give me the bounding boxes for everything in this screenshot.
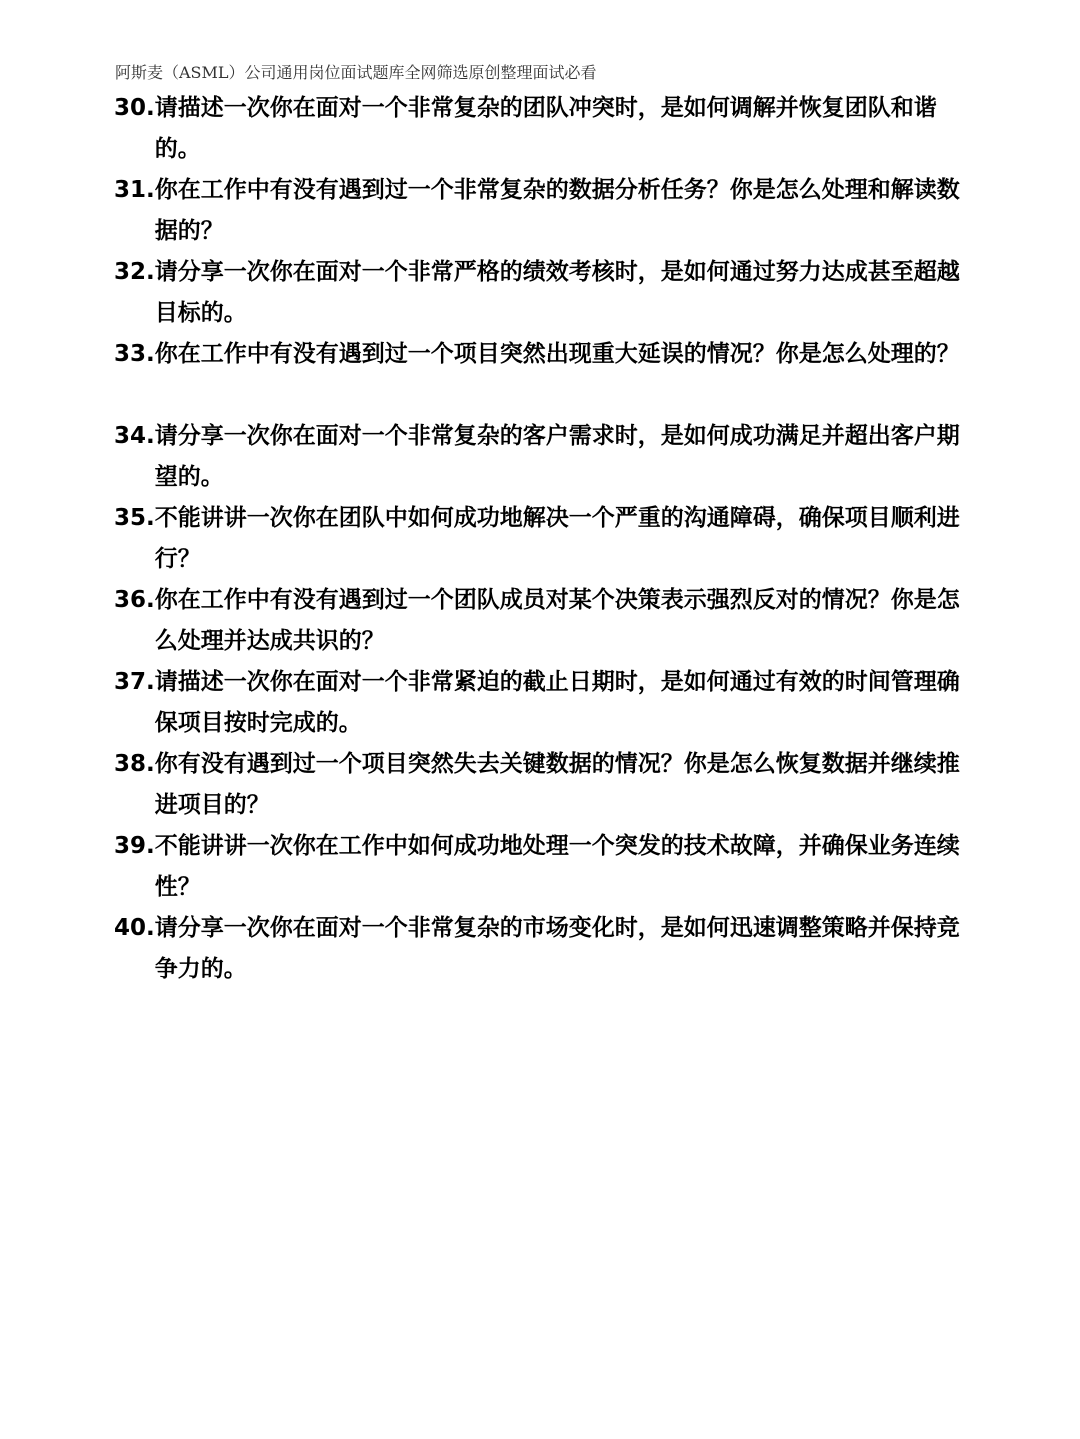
question-text: 你在工作中有没有遇到过一个项目突然出现重大延误的情况？你是怎么处理的？: [154, 341, 960, 367]
question-number: 32.: [114, 259, 155, 285]
question-number: 39.: [114, 833, 155, 859]
question-item: [114, 498, 974, 580]
question-item: [114, 662, 974, 744]
question-text: 请描述一次你在面对一个非常紧迫的截止日期时，是如何通过有效的时间管理确保项目按时完成的。: [154, 669, 960, 736]
question-list: [114, 88, 974, 990]
question-number: 30.: [114, 95, 155, 121]
question-text: 请描述一次你在面对一个非常复杂的团队冲突时，是如何调解并恢复团队和谐的。: [154, 95, 937, 162]
question-text: 请分享一次你在面对一个非常严格的绩效考核时，是如何通过努力达成甚至超越目标的。: [154, 259, 960, 326]
question-text: 不能讲讲一次你在工作中如何成功地处理一个突发的技术故障，并确保业务连续性？: [154, 833, 960, 900]
question-item: [114, 744, 974, 826]
question-number: 34.: [114, 423, 155, 449]
question-item: [114, 170, 974, 252]
question-text: 不能讲讲一次你在团队中如何成功地解决一个严重的沟通障碍，确保项目顺利进行？: [154, 505, 960, 572]
question-number: 35.: [114, 505, 155, 531]
question-number: 31.: [114, 177, 155, 203]
question-number: 40.: [114, 915, 155, 941]
question-number: 37.: [114, 669, 155, 695]
question-text: 你有没有遇到过一个项目突然失去关键数据的情况？你是怎么恢复数据并继续推进项目的？: [154, 751, 960, 818]
question-item: [114, 88, 974, 170]
question-text: 你在工作中有没有遇到过一个团队成员对某个决策表示强烈反对的情况？你是怎么处理并达成共识的？: [154, 587, 960, 654]
question-number: 36.: [114, 587, 155, 613]
question-item: [114, 334, 974, 416]
question-item: [114, 826, 974, 908]
question-item: [114, 908, 974, 990]
question-text: 请分享一次你在面对一个非常复杂的市场变化时，是如何迅速调整策略并保持竞争力的。: [154, 915, 960, 982]
question-number: 38.: [114, 751, 155, 777]
page-header: 阿斯麦（ASML）公司通用岗位面试题库全网筛选原创整理面试必看: [115, 63, 597, 82]
question-item: [114, 252, 974, 334]
question-text: 你在工作中有没有遇到过一个非常复杂的数据分析任务？你是怎么处理和解读数据的？: [154, 177, 960, 244]
question-number: 33.: [114, 341, 155, 367]
question-item: [114, 580, 974, 662]
question-item: [114, 416, 974, 498]
question-text: 请分享一次你在面对一个非常复杂的客户需求时，是如何成功满足并超出客户期望的。: [154, 423, 960, 490]
